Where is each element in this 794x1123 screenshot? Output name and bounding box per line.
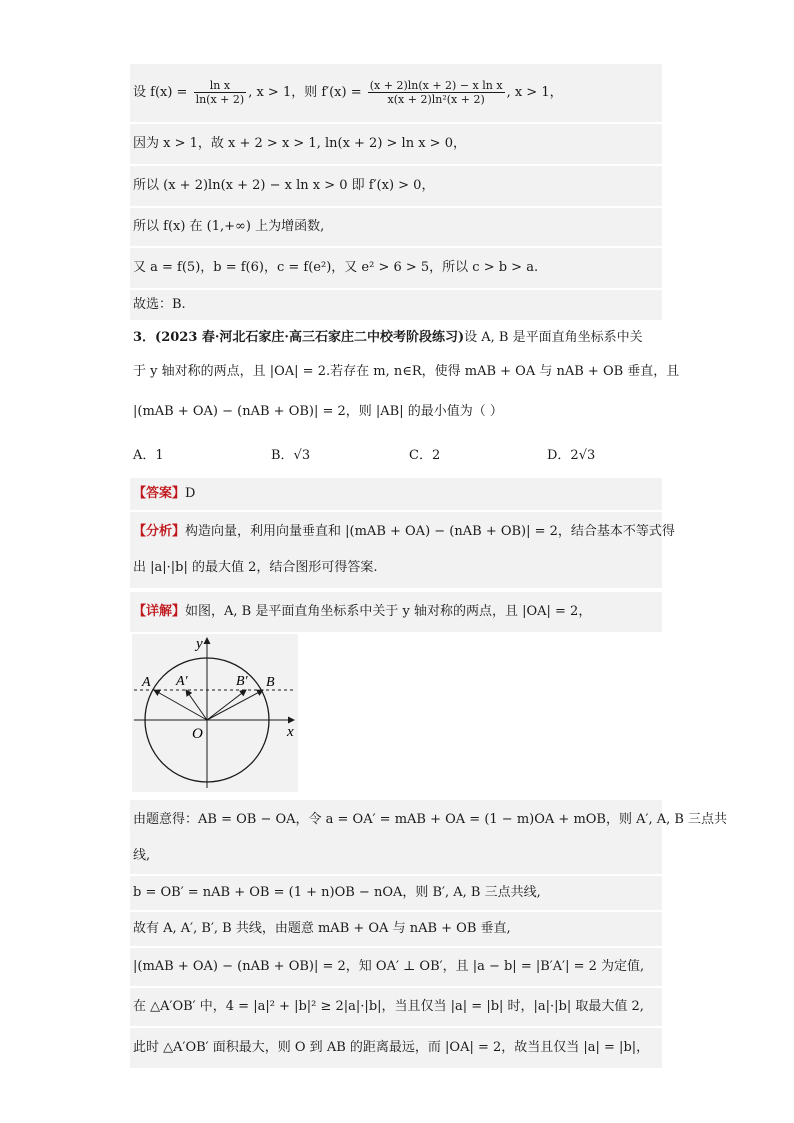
fraction-fprime: [368, 79, 505, 106]
step-line: 故有 A, A′, B′, B 共线，由题意 mAB + OA 与 nAB + OB 垂直,: [133, 921, 511, 936]
question-3-line: [130, 398, 662, 426]
solution-line: [130, 208, 662, 246]
solution-step: [130, 912, 662, 946]
label-a: A: [142, 675, 151, 690]
solution-step: [130, 800, 728, 874]
solution-line-derivative: [130, 64, 662, 122]
line-text: 所以 (x + 2)ln(x + 2) − x ln x > 0 即 f′(x) > 0，: [133, 178, 435, 193]
numerator: (x + 2)ln(x + 2) − x ln x: [369, 79, 503, 92]
question-text: |(mAB + OA) − (nAB + OB)| = 2，则 |AB| 的最小值为（ ）: [133, 404, 503, 419]
question-source: 3．(2023 春·河北石家庄·高三石家庄二中校考阶段练习): [133, 330, 465, 345]
question-text: 于 y 轴对称的两点，且 |OA| = 2.若存在 m, n∈R，使得 mAB + OA 与 nAB + OB 垂直，且: [133, 364, 680, 379]
question-text: 设 A, B 是平面直角坐标系中关: [464, 330, 643, 345]
detail-row: [130, 592, 662, 632]
label-x: x: [287, 724, 294, 740]
solution-line: [130, 124, 662, 164]
analysis-tag: 【分析】: [133, 524, 186, 539]
line-text: 所以 f(x) 在 (1,+∞) 上为增函数,: [133, 219, 325, 234]
circle-vector-figure: [132, 634, 298, 792]
text-fragment: 设 f(x) =: [133, 85, 192, 100]
fraction-f: [194, 79, 247, 106]
solution-step: [130, 876, 662, 910]
numerator: ln x: [194, 79, 247, 93]
line-text: 又 a = f(5)，b = f(6)，c = f(e²)，又 e² > 6 > 5，所以 c > b > a.: [133, 260, 539, 275]
solution-line: [130, 166, 662, 206]
label-b-prime: B′: [236, 674, 248, 689]
step-line: 在 △A′OB′ 中，4 = |a|² + |b|² ≥ 2|a|·|b|，当且仅当 |a| = |b| 时，|a|·|b| 取最大值 2,: [133, 999, 644, 1014]
question-3-options: [130, 444, 662, 468]
solution-line: [130, 248, 662, 288]
solution-step: [130, 1028, 662, 1068]
analysis-line: 出 |a|·|b| 的最大值 2，结合图形可得答案.: [133, 560, 378, 575]
analysis-block: [130, 512, 675, 588]
label-a-prime: A′: [176, 674, 188, 689]
option-c: C．2: [409, 448, 441, 463]
denominator: x(x + 2)ln²(x + 2): [387, 93, 485, 106]
vector-ob-prime: [207, 690, 246, 720]
option-d: D．2√3: [547, 448, 596, 463]
vector-oa: [154, 690, 207, 720]
text-fragment: , x > 1，则 f′(x) =: [248, 85, 366, 100]
analysis-text: 构造向量，利用向量垂直和 |(mAB + OA) − (nAB + OB)| = 2，结合基本不等式得: [185, 524, 675, 539]
analysis-line: [133, 514, 675, 550]
question-3-header: [130, 326, 662, 350]
line-text: 故选：B.: [133, 297, 186, 312]
label-origin: O: [192, 726, 203, 742]
detail-text: 如图，A, B 是平面直角坐标系中关于 y 轴对称的两点，且 |OA| = 2，: [185, 604, 592, 619]
denominator: ln(x + 2): [195, 93, 245, 106]
answer-value: D: [185, 486, 196, 501]
text-fragment: , x > 1，: [506, 85, 563, 100]
option-a: A．1: [133, 448, 164, 463]
figure-svg: [132, 634, 298, 792]
step-line: 由题意得：AB = OB − OA，令 a = OA′ = mAB + OA = (1 − m)OA + mOB，则 A′, A, B 三点共: [133, 812, 728, 827]
step-line: |(mAB + OA) − (nAB + OB)| = 2，知 OA′ ⊥ OB′，且 |a − b| = |B′A′| = 2 为定值,: [133, 959, 645, 974]
answer-row: [130, 478, 662, 510]
answer-tag: 【答案】: [133, 486, 186, 501]
vector-ob: [207, 690, 263, 720]
line-text: 因为 x > 1，故 x + 2 > x > 1, ln(x + 2) > ln x > 0，: [133, 136, 466, 151]
solution-step: [130, 948, 662, 986]
step-line: b = OB′ = nAB + OB = (1 + n)OB − nOA，则 B′, A, B 三点共线,: [133, 885, 541, 900]
solution-line: [130, 290, 662, 320]
step-line: 此时 △A′OB′ 面积最大，则 O 到 AB 的距离最远，而 |OA| = 2，故当且仅当 |a| = |b|，: [133, 1040, 650, 1055]
question-3-line: [130, 358, 680, 386]
label-y: y: [196, 636, 203, 652]
option-b: B．√3: [271, 448, 311, 463]
step-line: 线,: [133, 848, 151, 863]
label-b: B: [266, 675, 275, 690]
solution-step: [130, 988, 662, 1026]
vector-oa-prime: [186, 690, 207, 720]
detail-tag: 【详解】: [133, 604, 186, 619]
